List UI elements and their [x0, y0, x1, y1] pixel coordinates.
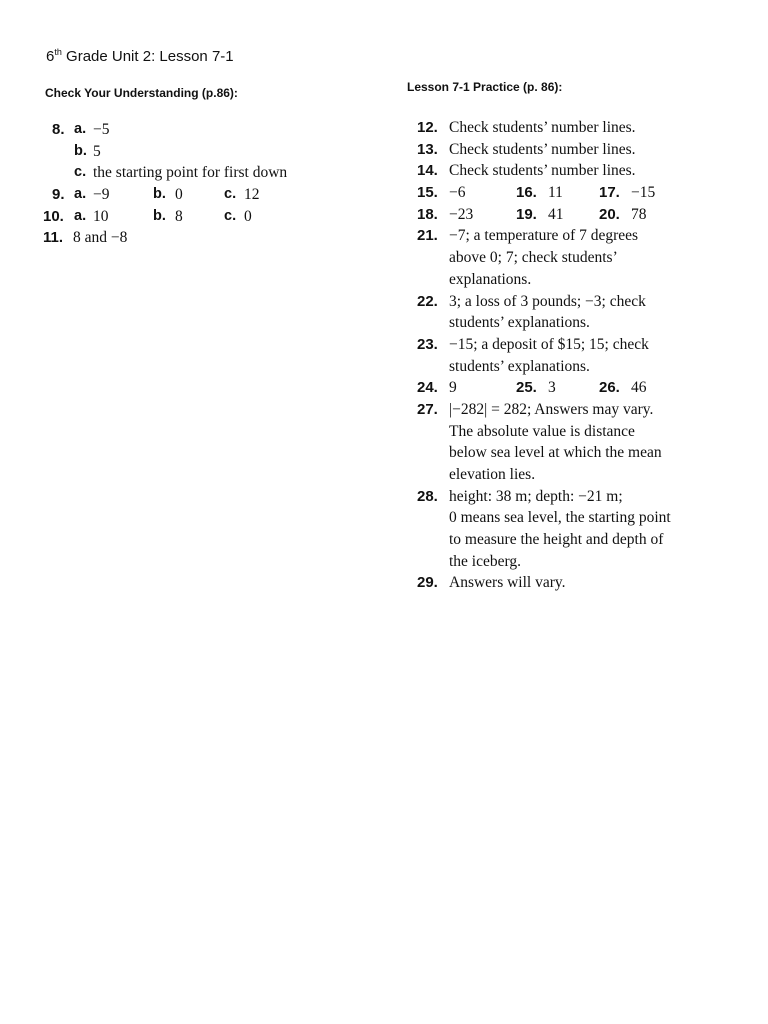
- answer-value: 5: [93, 142, 101, 160]
- item-number: 22.: [417, 292, 438, 310]
- answer-value: 8: [175, 207, 183, 225]
- answer-value: Check students’ number lines.: [449, 119, 636, 136]
- answer-value: the starting point for first down: [93, 164, 288, 182]
- part-label: a.: [74, 186, 87, 203]
- item-number: 25.: [516, 379, 537, 397]
- answer-value: −5: [93, 121, 110, 138]
- answer-value: −6: [449, 184, 466, 202]
- item-number: 17.: [599, 184, 620, 202]
- answer-value: 0: [175, 186, 183, 204]
- item-number: 28.: [417, 487, 438, 505]
- answer-line: to measure the height and depth of: [449, 531, 664, 549]
- part-label: c.: [74, 164, 87, 181]
- item-number: 8.: [52, 121, 65, 138]
- answer-line: elevation lies.: [449, 466, 536, 483]
- part-label: c.: [224, 186, 237, 203]
- item-number: 12.: [417, 119, 438, 136]
- practice-heading: Lesson 7-1 Practice (p. 86):: [407, 80, 563, 94]
- item-number: 10.: [43, 207, 64, 225]
- answer-line: below sea level at which the mean: [449, 444, 662, 462]
- part-label: b.: [74, 142, 87, 159]
- part-label: a.: [74, 121, 87, 137]
- item-number: 26.: [599, 379, 620, 397]
- answer-line: height: 38 m; depth: −21 m;: [449, 487, 623, 505]
- page-title: 6th Grade Unit 2: Lesson 7-1: [46, 47, 234, 65]
- answer-line: students’ explanations.: [449, 357, 590, 375]
- answer-line: students’ explanations.: [449, 314, 590, 332]
- answer-value: 0: [244, 207, 252, 225]
- answer-value: 11: [548, 184, 563, 202]
- answer-line: 0 means sea level, the starting point: [449, 509, 671, 527]
- answer-line: the iceberg.: [449, 552, 522, 570]
- answer-value: Check students’ number lines.: [449, 140, 636, 158]
- answer-value: 78: [631, 205, 647, 223]
- part-label: b.: [153, 186, 166, 203]
- part-label: b.: [153, 207, 166, 224]
- item-number: 21.: [417, 227, 438, 245]
- item-number: 9.: [52, 186, 65, 204]
- answer-line: explanations.: [449, 270, 532, 288]
- answer-value: 3: [548, 379, 556, 397]
- item-number: 20.: [599, 205, 620, 223]
- item-number: 11.: [43, 229, 64, 247]
- item-number: 15.: [417, 184, 438, 202]
- item-number: 16.: [516, 184, 537, 202]
- answer-line: above 0; 7; check students’: [449, 249, 618, 267]
- check-your-understanding-heading: Check Your Understanding (p.86):: [45, 86, 238, 100]
- item-number: 24.: [417, 379, 438, 397]
- part-label: c.: [224, 207, 237, 224]
- item-number: 14.: [417, 162, 438, 180]
- answer-value: 46: [631, 379, 647, 397]
- item-number: 23.: [417, 335, 438, 353]
- answer-value: −9: [93, 186, 110, 204]
- answer-value: Answers will vary.: [449, 574, 566, 592]
- item-number: 27.: [417, 400, 438, 418]
- answer-value: −23: [449, 205, 474, 223]
- answer-line: −15; a deposit of $15; 15; check: [449, 335, 649, 353]
- answer-value: 10: [93, 207, 109, 225]
- item-number: 19.: [516, 205, 537, 223]
- answer-value: 8 and −8: [73, 229, 128, 247]
- item-number: 29.: [417, 574, 438, 592]
- answer-line: 3; a loss of 3 pounds; −3; check: [449, 292, 646, 310]
- part-label: a.: [74, 207, 87, 224]
- answer-value: −15: [631, 184, 656, 202]
- item-number: 13.: [417, 140, 438, 158]
- answer-value: Check students’ number lines.: [449, 162, 636, 180]
- answer-value: 9: [449, 379, 457, 397]
- answer-line: |−282| = 282; Answers may vary.: [449, 400, 654, 418]
- answer-value: 41: [548, 205, 564, 223]
- answer-line: The absolute value is distance: [449, 422, 635, 440]
- answer-value: 12: [244, 186, 260, 204]
- item-number: 18.: [417, 205, 438, 223]
- answer-line: −7; a temperature of 7 degrees: [449, 227, 639, 245]
